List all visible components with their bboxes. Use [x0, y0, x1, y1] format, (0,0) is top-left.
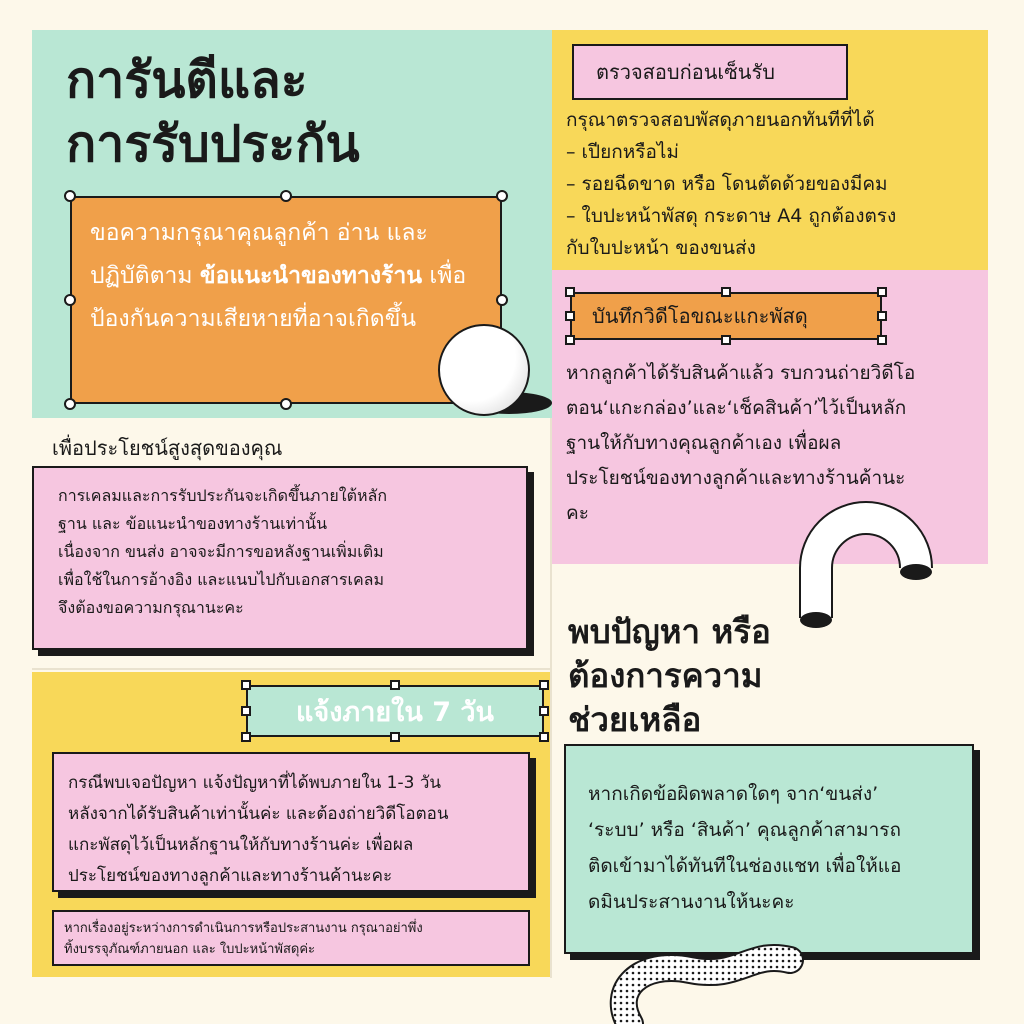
video-handle-tl[interactable]: [565, 287, 575, 297]
video-line: หากลูกค้าได้รับสินค้าแล้ว รบกวนถ่ายวิดีโอ: [566, 362, 916, 384]
intro-text-part2: เพื่อป้องกันความเสียหายที่อาจเกิดขึ้น: [90, 263, 467, 332]
help-line: ‘ระบบ’ หรือ ‘สินค้า’ คุณลูกค้าสามารถ: [588, 819, 901, 841]
report-handle-tr[interactable]: [539, 680, 549, 690]
resize-handle-l[interactable]: [64, 294, 76, 306]
video-handle-tr[interactable]: [877, 287, 887, 297]
help-heading-line: พบปัญหา หรือ: [568, 612, 771, 651]
claims-card: [32, 466, 528, 650]
title-line-1: การันตีและ: [66, 51, 308, 109]
benefit-heading: เพื่อประโยชน์สูงสุดของคุณ: [52, 436, 283, 460]
resize-handle-t[interactable]: [280, 190, 292, 202]
report-handle-t[interactable]: [390, 680, 400, 690]
report-line: ประโยชน์ของทางลูกค้าและทางร้านค้านะคะ: [68, 866, 393, 886]
check-line: – ใบปะหน้าพัสดุ กระดาษ A4 ถูกต้องตรง: [566, 205, 897, 227]
report-card: [52, 752, 530, 892]
resize-handle-bl[interactable]: [64, 398, 76, 410]
check-line: – รอยฉีดขาด หรือ โดนตัดด้วยของมีคม: [566, 173, 888, 195]
claims-line: เนื่องจาก ขนส่ง อาจจะมีการขอหลังฐานเพิ่มเติม: [58, 542, 384, 561]
help-heading: [568, 610, 868, 742]
note-card: [52, 910, 530, 966]
claims-line: ฐาน และ ข้อแนะนำของทางร้านเท่านั้น: [58, 514, 328, 533]
claims-line: การเคลมและการรับประกันจะเกิดขึ้นภายใต้หลัก: [58, 486, 388, 505]
report-handle-r[interactable]: [539, 706, 549, 716]
report-handle-tl[interactable]: [241, 680, 251, 690]
video-line: ประโยชน์ของทางลูกค้าและทางร้านค้านะ: [566, 467, 906, 489]
divider-horizontal: [32, 668, 552, 670]
video-handle-t[interactable]: [721, 287, 731, 297]
report-line: กรณีพบเจอปัญหา แจ้งปัญหาที่ได้พบภายใน 1-3 วัน: [68, 773, 442, 793]
intro-text-bold: ข้อแนะนำของทางร้าน: [199, 263, 423, 289]
video-handle-bl[interactable]: [565, 335, 575, 345]
squiggle-graphic: [600, 940, 840, 1024]
report-line: แกะพัสดุไว้เป็นหลักฐานให้กับทางร้านค่ะ เพื่อผล: [68, 835, 414, 855]
claims-line: จึงต้องขอความกรุณานะคะ: [58, 598, 244, 617]
intro-text-part1: ขอความกรุณาคุณลูกค้า อ่าน และ ปฏิบัติตาม: [90, 220, 428, 289]
video-tag[interactable]: บันทึกวิดีโอขณะแกะพัสดุ: [570, 292, 882, 340]
check-text: [566, 104, 976, 264]
ball-graphic: [438, 324, 530, 416]
video-handle-br[interactable]: [877, 335, 887, 345]
check-line: กับใบปะหน้า ของขนส่ง: [566, 237, 756, 259]
check-tag: ตรวจสอบก่อนเซ็นรับ: [572, 44, 848, 100]
report-handle-b[interactable]: [390, 732, 400, 742]
report-handle-bl[interactable]: [241, 732, 251, 742]
report-tag[interactable]: แจ้งภายใน 7 วัน: [246, 685, 544, 737]
help-heading-line: ต้องการความ: [568, 656, 763, 695]
video-handle-l[interactable]: [565, 311, 575, 321]
help-line: ติดเข้ามาได้ทันทีในช่องแชท เพื่อให้แอ: [588, 855, 902, 877]
check-line: – เปียกหรือไม่: [566, 141, 679, 163]
report-handle-br[interactable]: [539, 732, 549, 742]
page-title: [66, 48, 536, 176]
video-line: ตอน‘แกะกล่อง’และ‘เช็คสินค้า’ไว้เป็นหลัก: [566, 397, 907, 419]
video-line: ฐานให้กับทางคุณลูกค้าเอง เพื่อผล: [566, 432, 842, 454]
resize-handle-tl[interactable]: [64, 190, 76, 202]
claims-line: เพื่อใช้ในการอ้างอิง และแนบไปกับเอกสารเคลม: [58, 570, 385, 589]
help-line: ดมินประสานงานให้นะคะ: [588, 891, 795, 913]
help-card: [564, 744, 974, 954]
help-line: หากเกิดข้อผิดพลาดใดๆ จาก‘ขนส่ง’: [588, 783, 879, 805]
title-line-2: การรับประกัน: [66, 115, 360, 173]
check-line: กรุณาตรวจสอบพัสดุภายนอกทันทีที่ได้: [566, 109, 875, 131]
video-handle-r[interactable]: [877, 311, 887, 321]
resize-handle-tr[interactable]: [496, 190, 508, 202]
note-line: หากเรื่องอยู่ระหว่างการดำเนินการหรือประสานงาน กรุณาอย่าพึ่ง: [64, 921, 423, 936]
resize-handle-r[interactable]: [496, 294, 508, 306]
report-handle-l[interactable]: [241, 706, 251, 716]
report-line: หลังจากได้รับสินค้าเท่านั้นค่ะ และต้องถ่ายวิดีโอตอน: [68, 804, 449, 824]
help-heading-line: ช่วยเหลือ: [568, 700, 702, 739]
note-line: ทิ้งบรรจุภัณฑ์ภายนอก และ ใบปะหน้าพัสดุค่ะ: [64, 942, 316, 957]
video-line: คะ: [566, 502, 589, 524]
resize-handle-b[interactable]: [280, 398, 292, 410]
divider-vertical: [550, 418, 552, 978]
video-handle-b[interactable]: [721, 335, 731, 345]
